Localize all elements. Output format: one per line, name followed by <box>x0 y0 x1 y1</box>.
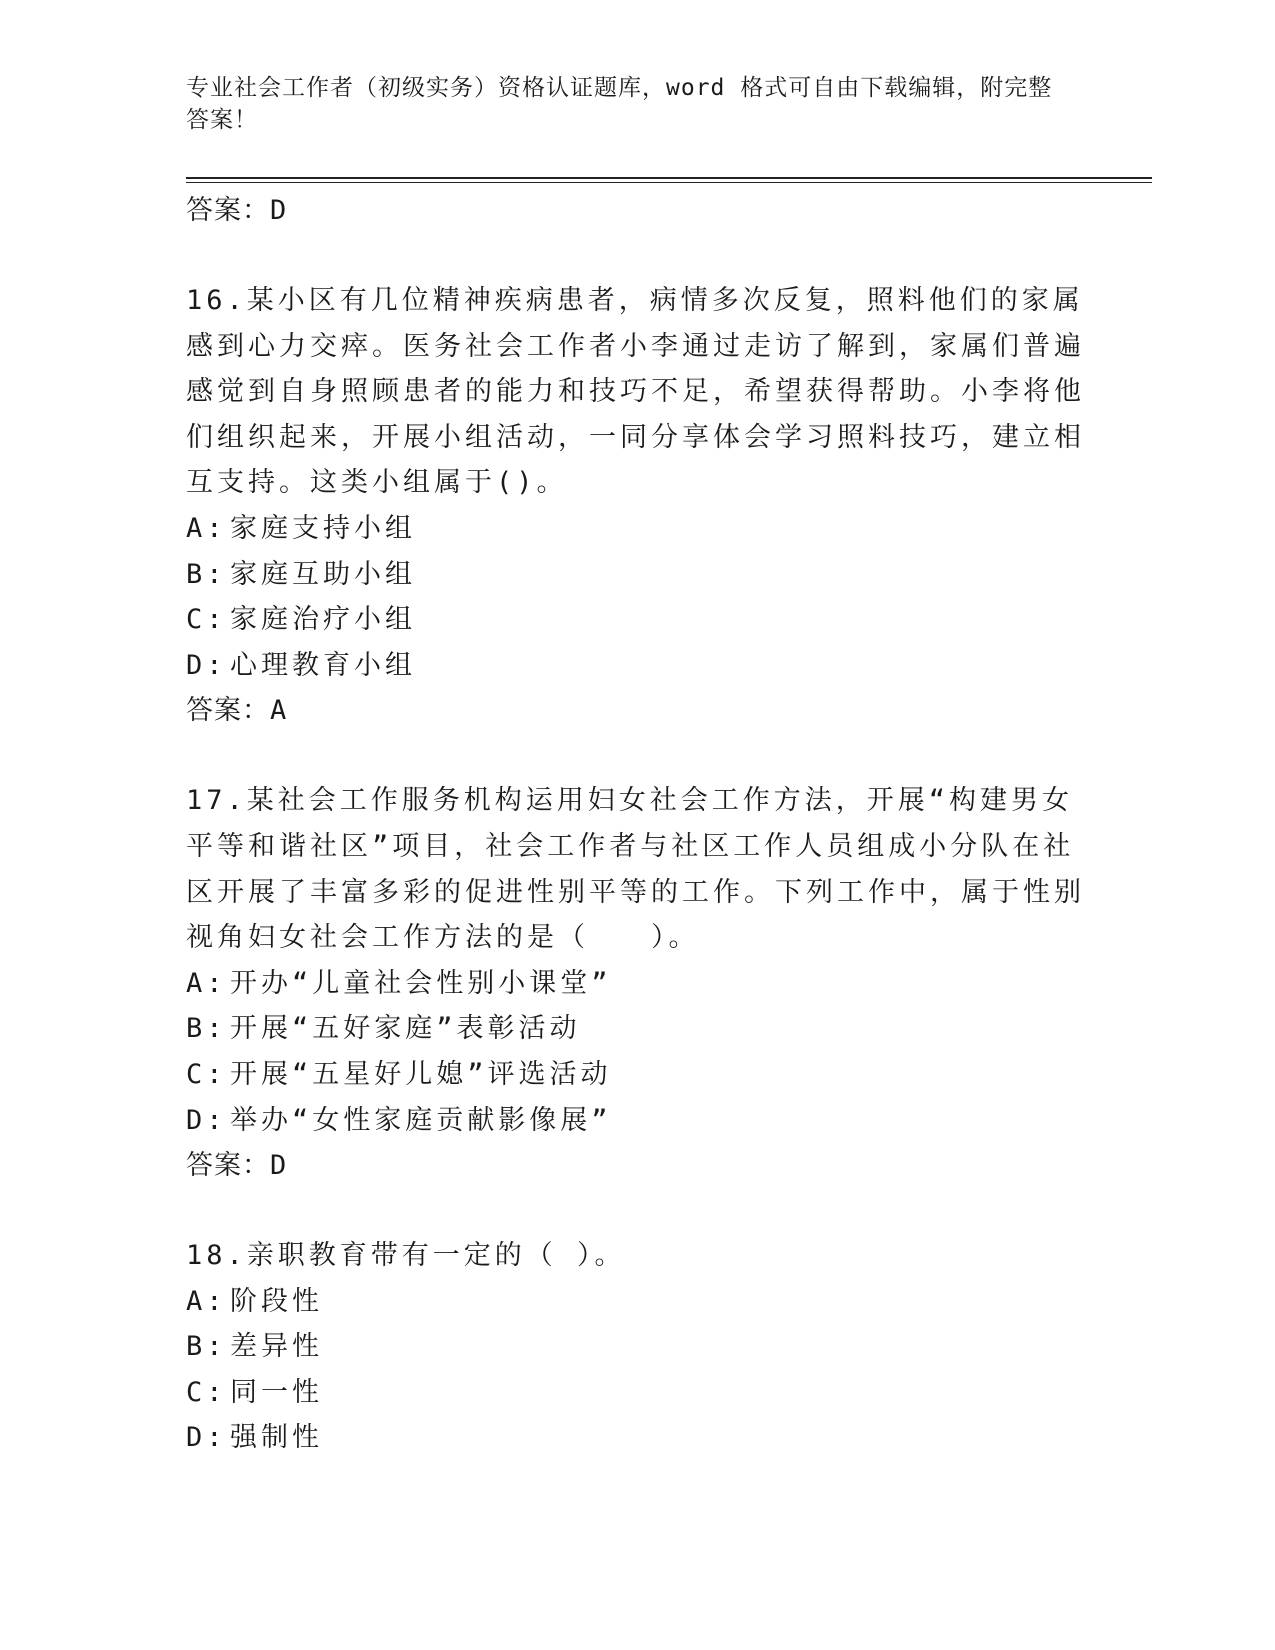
option-text: 家庭治疗小组 <box>230 604 416 636</box>
option-text: 阶段性 <box>230 1285 323 1317</box>
question-17-text: 17.某社会工作服务机构运用妇女社会工作方法，开展“构建男女平等和谐社区”项目，社会工作者与社区工作人员组成小分队在社区开展了丰富多彩的促进性别平等的工作。下列工作中，属于性别视角妇女社会工作方法的是（ ）。 <box>186 785 1085 954</box>
question-17-option-a <box>186 961 1086 1007</box>
option-text: 开办“儿童社会性别小课堂” <box>230 967 612 999</box>
question-16-option-a <box>186 506 1086 552</box>
header-note: 专业社会工作者（初级实务）资格认证题库，word 格式可自由下载编辑，附完整答案！ <box>186 75 1053 133</box>
question-18-option-a <box>186 1279 1086 1325</box>
option-text: 差异性 <box>230 1331 323 1363</box>
question-18-text: 18.亲职教育带有一定的（ ）。 <box>186 1240 626 1272</box>
question-list <box>186 188 1086 1461</box>
question-16-option-b <box>186 552 1086 598</box>
option-text: 家庭支持小组 <box>230 512 416 544</box>
option-letter: D: <box>186 1422 227 1454</box>
option-letter: B: <box>186 1331 227 1363</box>
option-letter: B: <box>186 558 227 590</box>
spacer <box>186 1189 1086 1233</box>
option-letter: D: <box>186 1104 227 1136</box>
option-letter: C: <box>186 1058 227 1090</box>
option-letter: A: <box>186 967 227 999</box>
option-text: 举办“女性家庭贡献影像展” <box>230 1104 612 1136</box>
header-divider-thin <box>186 182 1152 183</box>
option-text: 心理教育小组 <box>230 649 416 681</box>
option-text: 家庭互助小组 <box>230 558 416 590</box>
spacer <box>186 734 1086 778</box>
question-17-option-b <box>186 1006 1086 1052</box>
question-17-option-d <box>186 1098 1086 1144</box>
question-16-option-c <box>186 597 1086 643</box>
option-text: 强制性 <box>230 1422 323 1454</box>
question-16-option-d <box>186 643 1086 689</box>
question-16-answer: 答案：A <box>186 695 288 727</box>
option-letter: A: <box>186 512 227 544</box>
question-18-option-c <box>186 1370 1086 1416</box>
question-16-text: 16.某小区有几位精神疾病患者，病情多次反复，照料他们的家属感到心力交瘁。医务社会工作者小李通过走访了解到，家属们普遍感觉到自身照顾患者的能力和技巧不足，希望获得帮助。小李将他们组织起来，开展小组活动，一同分享体会学习照料技巧，建立相互支持。这类小组属于()。 <box>186 285 1085 499</box>
option-text: 同一性 <box>230 1376 323 1408</box>
header-divider-thick <box>186 177 1152 179</box>
spacer <box>186 234 1086 278</box>
option-letter: D: <box>186 649 227 681</box>
option-letter: B: <box>186 1013 227 1045</box>
question-17-answer: 答案：D <box>186 1150 288 1182</box>
option-letter: A: <box>186 1285 227 1317</box>
previous-answer: 答案：D <box>186 195 288 226</box>
option-text: 开展“五星好儿媳”评选活动 <box>230 1058 612 1090</box>
option-letter: C: <box>186 1376 227 1408</box>
question-18-option-b <box>186 1324 1086 1370</box>
option-text: 开展“五好家庭”表彰活动 <box>230 1013 581 1045</box>
question-17-option-c <box>186 1052 1086 1098</box>
option-letter: C: <box>186 604 227 636</box>
question-18-option-d <box>186 1415 1086 1461</box>
